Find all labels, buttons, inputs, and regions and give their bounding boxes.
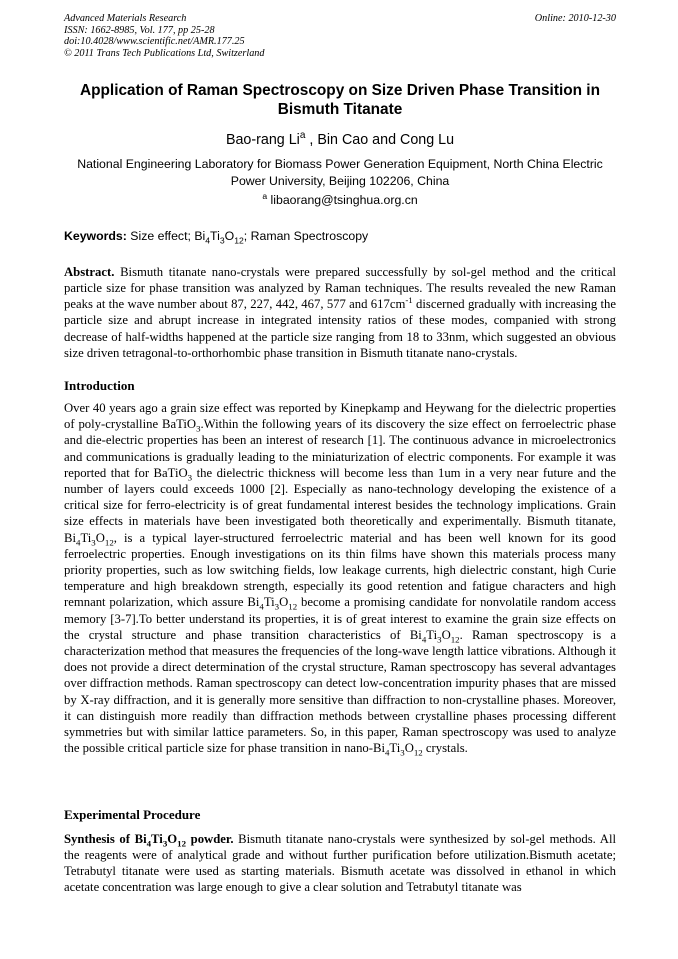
body-text: O [279,595,289,610]
subscript: 3 [187,472,193,483]
body-text: . Raman spectroscopy is a characterization method that measures the frequencies of the long-wave length lattice vibrations. Although it does not provide a direct determination of the crystal structure, Raman spectroscopy has several advantages over diffraction methods. Raman spectroscopy can detect low-concentration impurity phases that are missed by X-ray diffraction, and it is generally more sensitive than diffraction to non-crystalline phases. Moreover, it can distinguish more readily than diffraction methods between crystalline phases processing different symmetries but with similar lattice parameters. So, in this paper, Raman spectroscopy was used to analyze the possible critical particle size for phase transition in nano-Bi [64,627,616,756]
body-text: crystals. [422,741,468,756]
body-text: .Within the following years of its discovery the size effect on ferroelectric phase and die-electric properties has been an interest of research [1]. The continuous advance in microelectronics and communications is gradually leading to the miniaturization of electric components. For example it was reported that for BaTiO [64,417,616,480]
body-text: , is a typical layer-structured ferroelectric material and has been well known for its good ferroelectric properties. Enough investigations on its thin films have shown this materials process many priority properties, such as low switching fields, low leakage currents, high dielectric constant, high Curie temperature and high breakdown strength, especially its good retention and fatigue characters and high remnant polarization, which assure Bi [64,530,616,610]
author-affiliation-mark: a [299,130,306,142]
synthesis-paragraph [64,831,616,896]
author-name: Bao-rang Li [225,132,300,148]
subscript: 3 [91,537,96,548]
introduction-paragraph [64,400,616,756]
subscript: 12 [104,537,114,548]
superscript: -1 [405,295,413,306]
subsection-heading-text: Synthesis of Bi [64,832,147,846]
keywords-text: Size effect; Bi [126,229,206,243]
subsection-heading [64,832,234,849]
body-text: Bismuth titanate nano-crystals were synthesized by sol-gel methods. All the reagents were of analytical grade and without further purification before utilization.Bismuth acetate; Tetrabutyl titanate were used as starting materials. Bismuth acetate was dissolved in ethanol in which acetate concentration was large enough to give a clear solution and Tetrabutyl titanate was [64,832,617,895]
keywords-label: Keywords: [64,229,127,243]
journal-header [64,13,616,59]
subsection-heading-text: powder. [186,832,234,846]
paper-title: Application of Raman Spectroscopy on Size Driven Phase Transition in Bismuth Titanate [80,82,600,118]
email-address[interactable]: libaorang@tsinghua.org.cn [267,193,418,207]
body-text: O [404,741,414,756]
subscript: 4 [384,747,390,758]
keywords [64,228,616,244]
subscript: 4 [76,537,81,548]
keywords-text: Ti [210,229,220,243]
subscript: 3 [162,838,168,849]
body-text: O [441,627,451,642]
abstract-text: discerned gradually with increasing the particle size and abrupt increase in integrated intensity ratios of these modes, companied with strong decrease of half-widths happened at the particle size ranging from 18 to 33nm, which suggested an obvious size driven tetragonal-to-orthorhombic phase transition in Bismuth titanate nano-crystals. [64,297,616,360]
body-text: Ti [389,741,401,756]
section-heading-introduction: Introduction [64,378,135,393]
section-heading-experimental: Experimental Procedure [64,807,201,822]
subscript: 3 [196,423,201,434]
body-text: Ti [80,530,92,545]
author-email [64,192,616,208]
body-text: become a promising candidate for nonvolatile random access memory [3-7].To better understand its properties, it is of great interest to examine the grain size effects on the crystal structure and phase transition characteristics of Bi [64,595,616,642]
journal-issn: ISSN: 1662-8985, Vol. 177, pp 25-28 [64,24,215,36]
affiliation: National Engineering Laboratory for Biomass Power Generation Equipment, North China Electric Power University, Beijing 102206, China [77,157,603,188]
subscript: 12 [450,634,460,645]
journal-name: Advanced Materials Research [64,13,187,24]
subsection-heading-text: O [167,832,178,846]
subscript: 12 [234,235,244,246]
body-text: Ti [426,627,438,642]
subscript: 12 [413,747,423,758]
abstract-text: Bismuth titanate nano-crystals were prepared successfully by sol-gel method and the critical particle size for phase transition was analyzed by Raman techniques. The results revealed the new Raman peaks at the wave number about 87, 227, 442, 467, 577 and 617cm [64,265,616,312]
keywords-text: O [224,229,235,243]
author-line [64,131,616,149]
abstract [64,264,616,361]
subscript: 4 [421,634,427,645]
subscript: 12 [288,601,298,612]
subsection-heading-text: Ti [151,832,163,846]
subscript: 4 [259,601,264,612]
body-text: Ti [263,595,275,610]
subscript: 4 [146,838,152,849]
body-text: Over 40 years ago a grain size effect was reported by Kinepkamp and Heywang for the dielectric properties of poly-crystalline BaTiO [64,401,616,432]
subscript: 3 [400,747,405,758]
online-date: Online: 2010-12-30 [534,13,616,24]
body-text: the dielectric thickness will become less than 1um in a very near future and the number of layers could exceeds 1000 [2]. Especially as nano-technology developing the existence of a critical size for ferro-electricity is of great fundamental interest besides the technology implications. Grain size effects in materials have been investigated both theoretically and experimentally. Bismuth titanate, Bi [64,465,616,545]
coauthor-names: , Bin Cao and Cong Lu [305,132,455,148]
subscript: 4 [205,235,211,246]
subscript: 3 [219,235,225,246]
abstract-label: Abstract. [64,265,115,279]
journal-copyright: © 2011 Trans Tech Publications Ltd, Switzerland [64,47,265,59]
subscript: 12 [177,838,186,849]
subscript: 3 [274,601,280,612]
keywords-text: ; Raman Spectroscopy [243,229,369,243]
subscript: 3 [437,634,442,645]
journal-doi[interactable]: doi:10.4028/www.scientific.net/AMR.177.25 [64,36,245,48]
email-mark: a [262,190,268,201]
body-text: O [95,530,105,545]
